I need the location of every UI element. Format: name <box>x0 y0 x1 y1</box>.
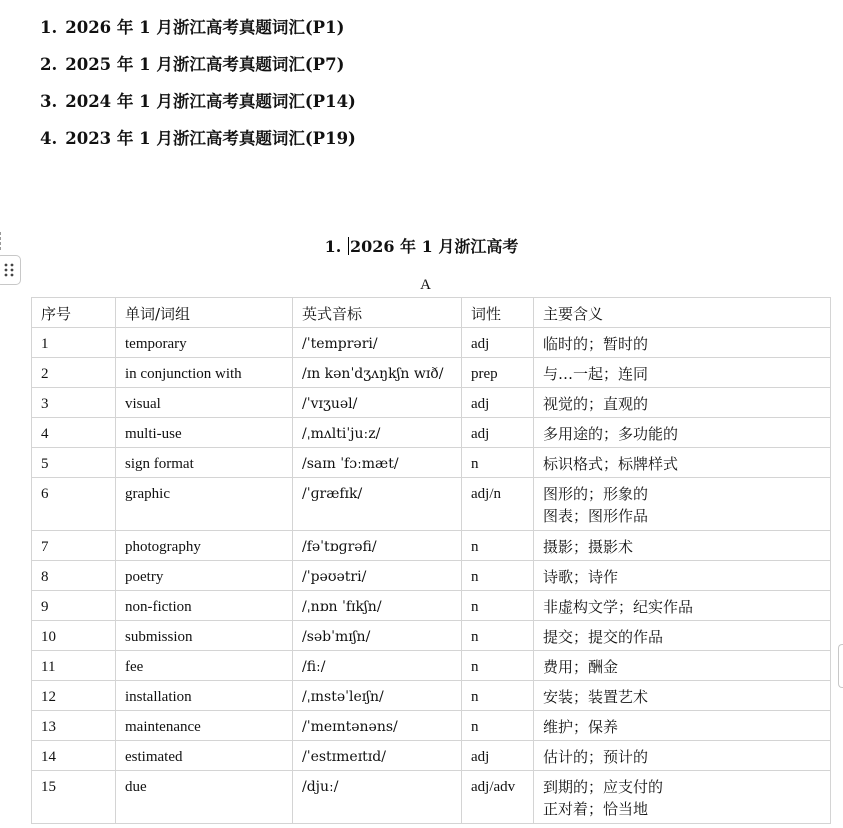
cell-word[interactable]: estimated <box>116 741 293 771</box>
table-row <box>32 448 831 478</box>
cell-word[interactable]: photography <box>116 531 293 561</box>
cell-number[interactable]: 9 <box>32 591 116 621</box>
table-row <box>32 478 831 531</box>
cell-part-of-speech[interactable]: adj <box>462 388 534 418</box>
section-part-label: A <box>420 277 431 293</box>
drag-dots-icon <box>4 263 14 277</box>
cell-number[interactable]: 12 <box>32 681 116 711</box>
toc-item[interactable] <box>40 14 356 51</box>
cell-part-of-speech[interactable]: n <box>462 591 534 621</box>
toc-item-number: 2. <box>40 55 58 74</box>
cell-meaning[interactable] <box>534 561 831 591</box>
table-row <box>32 711 831 741</box>
toc-item-number: 4. <box>40 129 58 148</box>
meaning-line: 多用途的；多功能的 <box>543 425 679 443</box>
cell-number[interactable]: 14 <box>32 741 116 771</box>
cell-meaning[interactable] <box>534 358 831 388</box>
vocabulary-table <box>31 297 831 824</box>
cell-part-of-speech[interactable]: n <box>462 531 534 561</box>
cell-meaning[interactable] <box>534 478 831 531</box>
meaning-line: 与…一起；连同 <box>543 365 649 383</box>
meaning-line: 到期的；应支付的 <box>543 778 664 796</box>
table-row <box>32 651 831 681</box>
text-cursor <box>348 237 349 255</box>
cell-phonetic[interactable]: /ˈpəʊətri/ <box>293 561 462 591</box>
cell-part-of-speech[interactable]: n <box>462 681 534 711</box>
cell-number[interactable]: 7 <box>32 531 116 561</box>
section-number: 1. <box>324 237 342 256</box>
toc-item[interactable] <box>40 51 356 88</box>
meaning-line-2: 图表；图形作品 <box>543 507 649 525</box>
cell-number[interactable]: 3 <box>32 388 116 418</box>
toc-item-text: 2024 年 1 月浙江高考真题词汇(P14) <box>65 92 356 111</box>
cell-part-of-speech[interactable]: n <box>462 448 534 478</box>
cell-number[interactable]: 15 <box>32 771 116 824</box>
meaning-line: 非虚构文学；纪实作品 <box>543 598 694 616</box>
cell-phonetic[interactable]: /ɪn kənˈdʒʌŋkʃn wɪð/ <box>293 358 462 388</box>
cell-word[interactable]: installation <box>116 681 293 711</box>
cell-phonetic[interactable]: /djuː/ <box>293 771 462 824</box>
cell-word[interactable]: maintenance <box>116 711 293 741</box>
cell-word[interactable]: sign format <box>116 448 293 478</box>
toc-item-text: 2025 年 1 月浙江高考真题词汇(P7) <box>65 55 345 74</box>
cell-meaning[interactable] <box>534 591 831 621</box>
cell-number[interactable]: 1 <box>32 328 116 358</box>
cell-part-of-speech[interactable]: n <box>462 621 534 651</box>
cell-phonetic[interactable]: /fiː/ <box>293 651 462 681</box>
table-row <box>32 388 831 418</box>
cell-word[interactable]: in conjunction with <box>116 358 293 388</box>
cell-word[interactable]: poetry <box>116 561 293 591</box>
header-part-of-speech: 词性 <box>462 298 534 328</box>
cell-number[interactable]: 4 <box>32 418 116 448</box>
cell-meaning[interactable] <box>534 531 831 561</box>
cell-part-of-speech[interactable]: prep <box>462 358 534 388</box>
cell-part-of-speech[interactable]: adj/adv <box>462 771 534 824</box>
cell-word[interactable]: graphic <box>116 478 293 531</box>
cell-part-of-speech[interactable]: adj <box>462 418 534 448</box>
table-row <box>32 358 831 388</box>
meaning-line: 安装；装置艺术 <box>543 688 649 706</box>
table-row <box>32 771 831 824</box>
toc-item-text: 2023 年 1 月浙江高考真题词汇(P19) <box>65 129 356 148</box>
cell-part-of-speech[interactable]: adj/n <box>462 478 534 531</box>
header-number: 序号 <box>32 298 116 328</box>
cell-word[interactable]: submission <box>116 621 293 651</box>
cell-phonetic[interactable]: /səbˈmɪʃn/ <box>293 621 462 651</box>
cell-word[interactable]: non-fiction <box>116 591 293 621</box>
cell-phonetic[interactable]: /ˈvɪʒuəl/ <box>293 388 462 418</box>
cell-word[interactable]: visual <box>116 388 293 418</box>
cell-meaning[interactable] <box>534 741 831 771</box>
cell-meaning[interactable] <box>534 771 831 824</box>
cell-part-of-speech[interactable]: n <box>462 651 534 681</box>
cell-number[interactable]: 5 <box>32 448 116 478</box>
cell-part-of-speech[interactable]: adj <box>462 741 534 771</box>
header-word: 单词/词组 <box>116 298 293 328</box>
table-row <box>32 741 831 771</box>
cell-phonetic[interactable]: /ˌmʌltiˈjuːz/ <box>293 418 462 448</box>
cell-phonetic[interactable]: /fəˈtɒɡrəfi/ <box>293 531 462 561</box>
cell-meaning[interactable] <box>534 418 831 448</box>
cell-number[interactable]: 6 <box>32 478 116 531</box>
table-row <box>32 328 831 358</box>
cell-part-of-speech[interactable]: n <box>462 561 534 591</box>
cell-phonetic[interactable]: /ˈtemprəri/ <box>293 328 462 358</box>
table-row <box>32 621 831 651</box>
side-panel-toggle[interactable] <box>838 644 843 688</box>
meaning-line: 标识格式；标牌样式 <box>543 455 679 473</box>
cell-phonetic[interactable]: /ˌnɒn ˈfɪkʃn/ <box>293 591 462 621</box>
meaning-line: 摄影；摄影术 <box>543 538 634 556</box>
cell-meaning[interactable] <box>534 448 831 478</box>
cell-word[interactable]: temporary <box>116 328 293 358</box>
meaning-line: 视觉的；直观的 <box>543 395 649 413</box>
meaning-line: 维护；保养 <box>543 718 619 736</box>
toc-item[interactable] <box>40 88 356 125</box>
meaning-line: 图形的；形象的 <box>543 485 649 503</box>
meaning-line: 费用；酬金 <box>543 658 619 676</box>
cell-meaning[interactable] <box>534 621 831 651</box>
cell-meaning[interactable] <box>534 388 831 418</box>
cell-phonetic[interactable]: /ˌɪnstəˈleɪʃn/ <box>293 681 462 711</box>
section-title-text: 2026 年 1 月浙江高考 <box>349 237 519 256</box>
table-of-contents <box>40 14 356 162</box>
meaning-line: 临时的；暂时的 <box>543 335 649 353</box>
section-heading[interactable] <box>0 234 843 257</box>
table-row <box>32 591 831 621</box>
table-row <box>32 561 831 591</box>
meaning-line: 提交；提交的作品 <box>543 628 664 646</box>
cell-part-of-speech[interactable]: adj <box>462 328 534 358</box>
cell-number[interactable]: 13 <box>32 711 116 741</box>
header-meaning: 主要含义 <box>534 298 831 328</box>
cell-phonetic[interactable]: /ˈmeɪntənəns/ <box>293 711 462 741</box>
table-row <box>32 681 831 711</box>
meaning-line-2: 正对着；恰当地 <box>543 800 649 818</box>
cell-meaning[interactable] <box>534 681 831 711</box>
toc-item-text: 2026 年 1 月浙江高考真题词汇(P1) <box>65 18 345 37</box>
cell-phonetic[interactable]: /saɪn ˈfɔːmæt/ <box>293 448 462 478</box>
toc-item-number: 3. <box>40 92 58 111</box>
cell-number[interactable]: 10 <box>32 621 116 651</box>
cell-word[interactable]: due <box>116 771 293 824</box>
meaning-line: 诗歌；诗作 <box>543 568 619 586</box>
cell-phonetic[interactable]: /ˈestɪmeɪtɪd/ <box>293 741 462 771</box>
cell-part-of-speech[interactable]: n <box>462 711 534 741</box>
cell-word[interactable]: multi-use <box>116 418 293 448</box>
cell-meaning[interactable] <box>534 328 831 358</box>
toc-item[interactable] <box>40 125 356 162</box>
table-row <box>32 418 831 448</box>
cell-meaning[interactable] <box>534 711 831 741</box>
table-row <box>32 531 831 561</box>
cell-number[interactable]: 2 <box>32 358 116 388</box>
table-header-row <box>32 298 831 328</box>
cell-number[interactable]: 8 <box>32 561 116 591</box>
toc-item-number: 1. <box>40 18 58 37</box>
meaning-line: 估计的；预计的 <box>543 748 649 766</box>
cell-number[interactable]: 11 <box>32 651 116 681</box>
cell-phonetic[interactable]: /ˈɡræfɪk/ <box>293 478 462 531</box>
cell-meaning[interactable] <box>534 651 831 681</box>
cell-word[interactable]: fee <box>116 651 293 681</box>
header-phonetic: 英式音标 <box>293 298 462 328</box>
